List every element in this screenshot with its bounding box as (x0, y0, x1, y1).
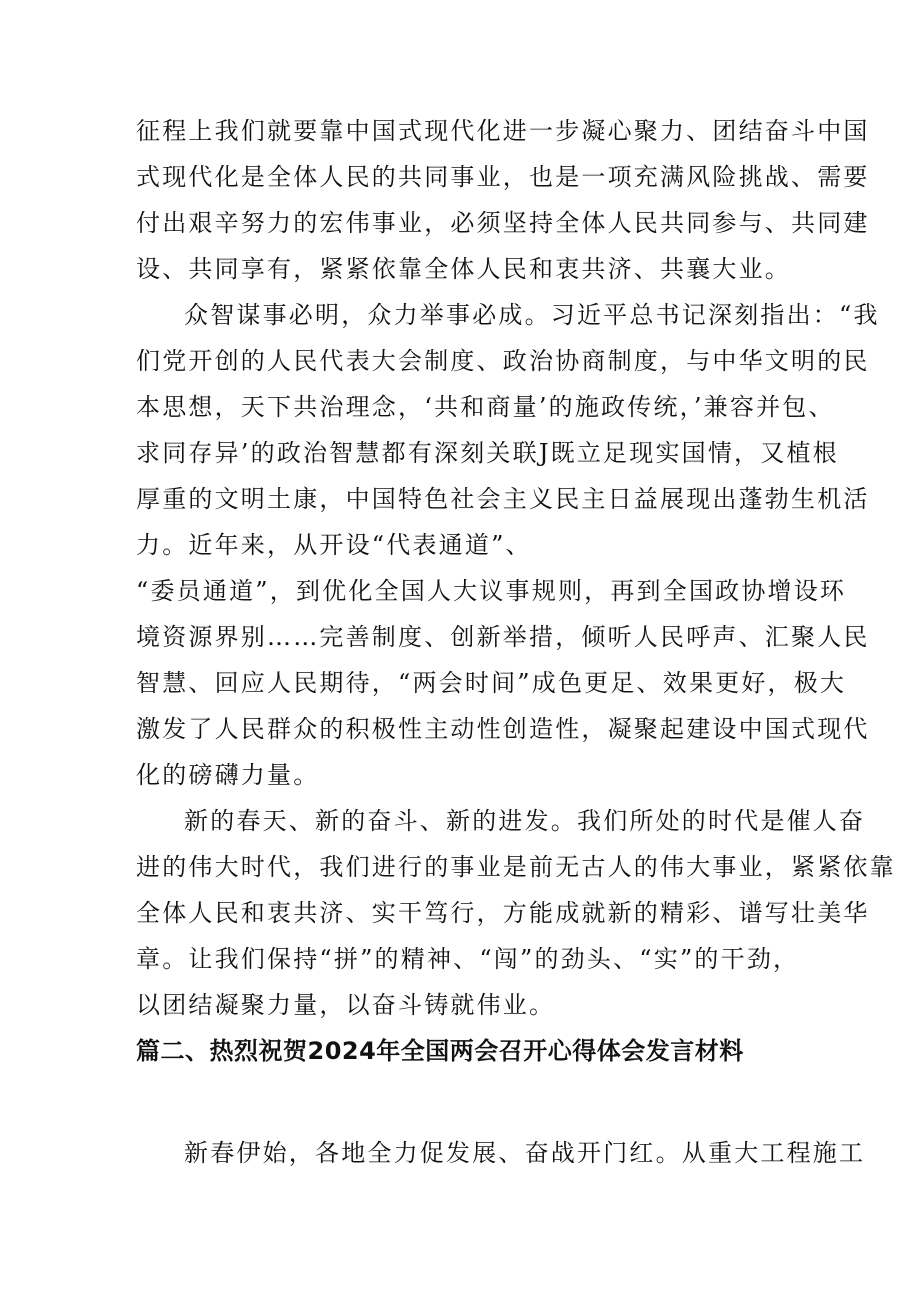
text-line: 进的伟大时代，我们进行的事业是前无古人的伟大事业，紧紧依靠 (136, 853, 896, 881)
text-line: 章。让我们保持“拼”的精神、“闯”的劲头、“实”的干劲， (136, 945, 800, 973)
text-line: 以团结凝聚力量，以奋斗铸就伟业。 (136, 991, 556, 1019)
text-line: “委员通道”，到优化全国人大议事规则，再到全国政协增设环 (136, 577, 847, 605)
paragraph-start-line: 新的春天、新的奋斗、新的进发。我们所处的时代是催人奋 (184, 807, 866, 835)
text-line: 式现代化是全体人民的共同事业，也是一项充满风险挑战、需要 (136, 163, 870, 191)
text-line: 本思想，天下共治理念，‘共和商量’的施政传统，’兼容并包、 (136, 393, 835, 421)
text-line: 付出艰辛努力的宏伟事业，必须坚持全体人民共同参与、共同建 (136, 209, 870, 237)
text-line: 智慧、回应人民期待，“两会时间”成色更足、效果更好，极大 (136, 669, 847, 697)
paragraph-start-line: 新春伊始，各地全力促发展、奋战开门红。从重大工程施工 (184, 1139, 866, 1167)
text-line: 求同存异’的政治智慧都有深刻关联J既立足现实国情，又植根 (136, 439, 839, 467)
text-line: 境资源界别……完善制度、创新举措，倾听人民呼声、汇聚人民 (136, 623, 870, 651)
text-line: 化的磅礴力量。 (136, 761, 320, 789)
text-line: 征程上我们就要靠中国式现代化进一步凝心聚力、团结奋斗中国 (136, 117, 870, 145)
text-line: 激发了人民群众的积极性主动性创造性，凝聚起建设中国式现代 (136, 715, 870, 743)
text-line: 设、共同享有，紧紧依靠全体人民和衷共济、共襄大业。 (136, 255, 791, 283)
text-line: 力。近年来，从开设“代表通道”、 (136, 531, 532, 559)
text-line: 全体人民和衷共济、实干笃行，方能成就新的精彩、谱写壮美华 (136, 899, 870, 927)
text-line: 们党开创的人民代表大会制度、政治协商制度，与中华文明的民 (136, 347, 870, 375)
text-line: 厚重的文明土康，中国特色社会主义民主日益展现出蓬勃生机活 (136, 485, 870, 513)
section-heading: 篇二、热烈祝贺2024年全国两会召开心得体会发言材料 (136, 1037, 744, 1065)
paragraph-start-line: 众智谋事必明，众力举事必成。习近平总书记深刻指出：“我 (184, 301, 880, 329)
